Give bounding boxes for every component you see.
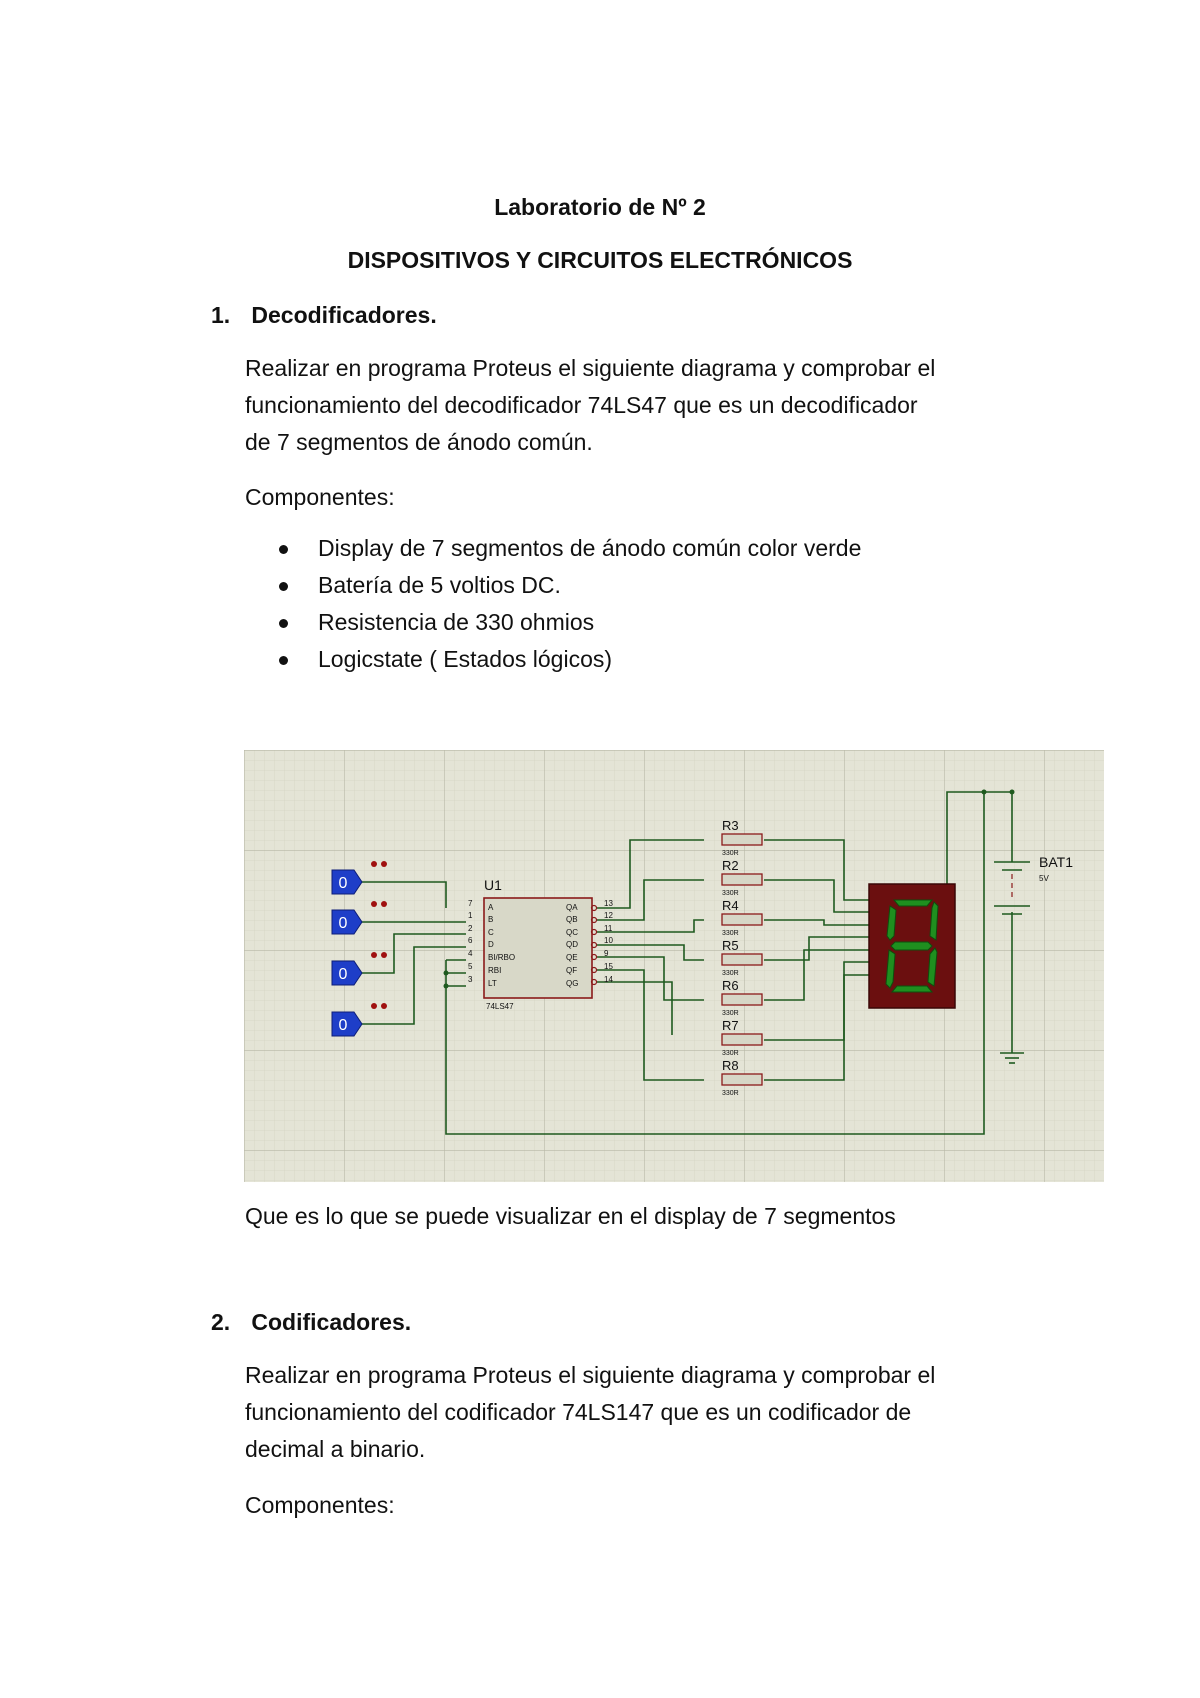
paragraph-line: funcionamiento del codificador 74LS147 que es un codificador de xyxy=(245,1399,912,1425)
chip-pin-name: QE xyxy=(566,953,578,962)
chip-pin-name: A xyxy=(488,903,494,912)
circuit-schematic xyxy=(244,750,1104,1182)
paragraph-line: Realizar en programa Proteus el siguiente diagrama y comprobar el xyxy=(245,355,936,381)
document-title: Laboratorio de Nº 2 xyxy=(494,194,706,220)
resistor-label: R2 xyxy=(722,858,739,873)
chip-pin-name: QB xyxy=(566,915,578,924)
chip-pin-name: BI/RBO xyxy=(488,953,516,962)
seven-segment-display xyxy=(869,884,955,1008)
list-item-text: Resistencia de 330 ohmios xyxy=(318,609,595,635)
components-list xyxy=(245,530,861,678)
chip-pin-number: 10 xyxy=(604,936,613,945)
section-1-question: Que es lo que se puede visualizar en el display de 7 segmentos xyxy=(245,1203,896,1229)
resistor-label: R8 xyxy=(722,1058,739,1073)
chip-pin-name: QD xyxy=(566,940,578,949)
chip-part-number: 74LS47 xyxy=(486,1002,514,1011)
logic-state-value: 0 xyxy=(338,915,348,932)
chip-pin-name: QG xyxy=(566,979,579,988)
chip-pin-name: QF xyxy=(566,966,578,975)
paragraph-line: de 7 segmentos de ánodo común. xyxy=(245,429,593,455)
list-item-text: Display de 7 segmentos de ánodo común color verde xyxy=(318,535,862,561)
list-item xyxy=(245,530,861,567)
chip-pin-number: 1 xyxy=(468,911,473,920)
section-1-number: 1. xyxy=(211,302,231,328)
list-item xyxy=(245,567,861,604)
chip-pin-number: 2 xyxy=(468,924,473,933)
logic-state-value: 0 xyxy=(338,966,348,983)
section-2-heading xyxy=(211,1309,411,1336)
section-1-paragraph xyxy=(245,350,1045,461)
chip-pin-number: 12 xyxy=(604,911,613,920)
resistor-label: R3 xyxy=(722,818,739,833)
chip-pin-number: 14 xyxy=(604,975,613,984)
list-item-text: Batería de 5 voltios DC. xyxy=(318,572,561,598)
chip-pin-number: 6 xyxy=(468,936,473,945)
section-2-components-label: Componentes: xyxy=(245,1492,395,1518)
bullet-icon xyxy=(279,656,288,665)
battery-value: 5V xyxy=(1039,874,1049,883)
chip-pin-name: QC xyxy=(566,928,578,937)
resistor-label: R7 xyxy=(722,1018,739,1033)
chip-pin-number: 9 xyxy=(604,949,609,958)
chip-pin-name: D xyxy=(488,940,494,949)
resistor-value: 330R xyxy=(722,970,739,977)
resistor-value: 330R xyxy=(722,930,739,937)
chip-pin-number: 13 xyxy=(604,899,613,908)
resistor-label: R6 xyxy=(722,978,739,993)
resistor-label: R5 xyxy=(722,938,739,953)
paragraph-line: decimal a binario. xyxy=(245,1436,426,1462)
resistor-label: R4 xyxy=(722,898,739,913)
chip-pin-number: 15 xyxy=(604,962,613,971)
battery-label: BAT1 xyxy=(1039,854,1073,870)
section-1-title: Decodificadores. xyxy=(251,302,437,328)
bullet-icon xyxy=(279,545,288,554)
chip-pin-number: 5 xyxy=(468,962,473,971)
section-2-paragraph xyxy=(245,1357,1045,1468)
list-item xyxy=(245,641,861,678)
chip-pin-number: 3 xyxy=(468,975,473,984)
chip-pin-name: LT xyxy=(488,979,497,988)
section-1-components-label: Componentes: xyxy=(245,484,395,510)
chip-label: U1 xyxy=(484,877,502,893)
resistor-value: 330R xyxy=(722,850,739,857)
chip-pin-name: QA xyxy=(566,903,578,912)
paragraph-line: Realizar en programa Proteus el siguiente diagrama y comprobar el xyxy=(245,1362,936,1388)
section-1-heading xyxy=(211,302,437,329)
logic-state-value: 0 xyxy=(338,1017,348,1034)
section-2-title: Codificadores. xyxy=(251,1309,412,1335)
bullet-icon xyxy=(279,582,288,591)
list-item-text: Logicstate ( Estados lógicos) xyxy=(318,646,613,672)
schematic-grid xyxy=(244,750,1104,1182)
chip-pin-number: 4 xyxy=(468,949,473,958)
resistor-value: 330R xyxy=(722,1050,739,1057)
resistor-value: 330R xyxy=(722,1090,739,1097)
chip-pin-number: 11 xyxy=(604,924,613,933)
bullet-icon xyxy=(279,619,288,628)
resistor-value: 330R xyxy=(722,1010,739,1017)
resistor-value: 330R xyxy=(722,890,739,897)
logic-state-value: 0 xyxy=(338,875,348,892)
paragraph-line: funcionamiento del decodificador 74LS47 que es un decodificador xyxy=(245,392,918,418)
section-2-number: 2. xyxy=(211,1309,231,1335)
chip-pin-number: 7 xyxy=(468,899,473,908)
list-item xyxy=(245,604,861,641)
chip-pin-name: C xyxy=(488,928,494,937)
chip-pin-name: RBI xyxy=(488,966,502,975)
document-subtitle: DISPOSITIVOS Y CIRCUITOS ELECTRÓNICOS xyxy=(347,247,853,273)
chip-pin-name: B xyxy=(488,915,494,924)
